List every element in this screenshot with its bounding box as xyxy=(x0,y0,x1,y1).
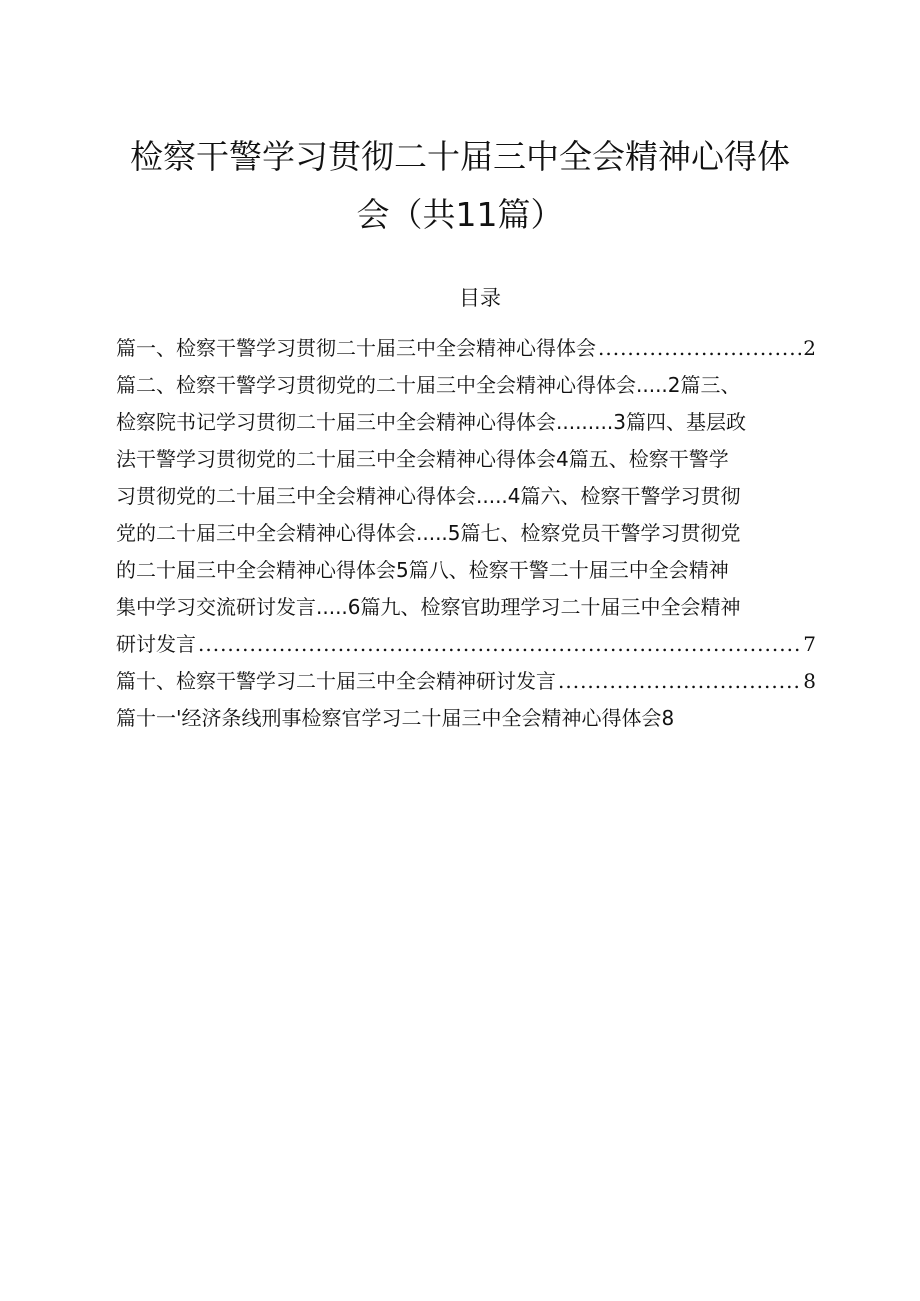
toc-entry-text: 法干警学习贯彻党的二十届三中全会精神心得体会4篇五、检察干警学 xyxy=(116,447,729,471)
dot-leader xyxy=(558,663,801,700)
toc-line-2[interactable] xyxy=(116,367,816,404)
title-line-2: 会（共11篇） xyxy=(356,195,564,234)
toc-entry-1[interactable] xyxy=(116,330,816,367)
toc-page-number: 2 xyxy=(803,336,816,360)
dot-leader xyxy=(598,330,801,367)
toc-entry-text: 篇十、检察干警学习二十届三中全会精神研讨发言 xyxy=(116,669,556,693)
toc-line-4[interactable] xyxy=(116,441,816,478)
toc-entry-text: 研讨发言 xyxy=(116,632,196,656)
toc-entry-text: 习贯彻党的二十届三中全会精神心得体会.....4篇六、检察干警学习贯彻 xyxy=(116,484,741,508)
title-line-1: 检察干警学习贯彻二十届三中全会精神心得体 xyxy=(130,137,790,176)
toc-line-8[interactable] xyxy=(116,589,816,626)
toc-line-7[interactable] xyxy=(116,552,816,589)
dot-leader xyxy=(198,626,801,663)
toc-entry-text: 篇二、检察干警学习贯彻党的二十届三中全会精神心得体会.....2篇三、 xyxy=(116,373,741,397)
toc-entry-text: 检察院书记学习贯彻二十届三中全会精神心得体会.........3篇四、基层政 xyxy=(116,410,746,434)
toc-line-3[interactable] xyxy=(116,404,816,441)
toc-line-5[interactable] xyxy=(116,478,816,515)
toc-entry-text: 集中学习交流研讨发言.....6篇九、检察官助理学习二十届三中全会精神 xyxy=(116,595,741,619)
table-of-contents xyxy=(116,330,816,737)
document-title xyxy=(0,128,920,244)
toc-entry-text: 篇一、检察干警学习贯彻二十届三中全会精神心得体会 xyxy=(116,336,596,360)
toc-line-6[interactable] xyxy=(116,515,816,552)
toc-entry-text: 党的二十届三中全会精神心得体会.....5篇七、检察党员干警学习贯彻党 xyxy=(116,521,741,545)
toc-entry-text: 篇十一'经济条线刑事检察官学习二十届三中全会精神心得体会8 xyxy=(116,706,675,730)
toc-line-9[interactable] xyxy=(116,626,816,663)
toc-entry-text: 的二十届三中全会精神心得体会5篇八、检察干警二十届三中全会精神 xyxy=(116,558,729,582)
toc-entry-11[interactable] xyxy=(116,700,816,737)
toc-entry-10[interactable] xyxy=(116,663,816,700)
toc-page-number: 7 xyxy=(803,632,816,656)
toc-heading: 目录 xyxy=(459,286,501,310)
toc-page-number: 8 xyxy=(803,669,816,693)
